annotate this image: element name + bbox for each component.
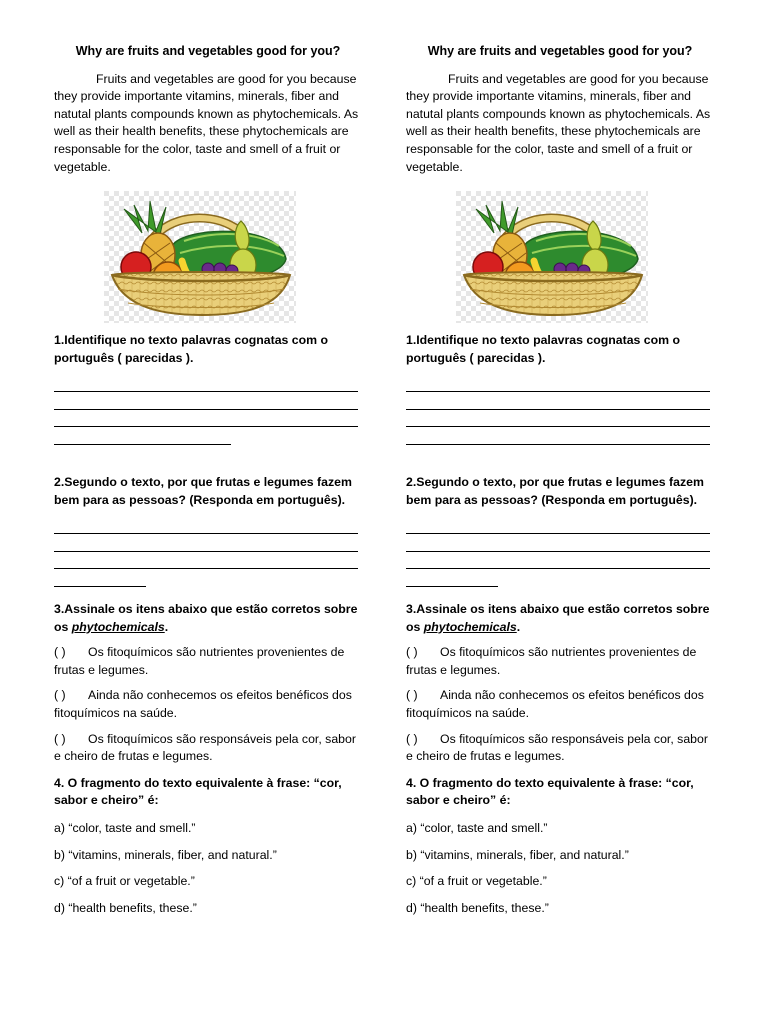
answer-line[interactable]	[406, 431, 714, 449]
checkbox[interactable]: ( )	[54, 645, 66, 660]
answer-line[interactable]	[406, 396, 714, 414]
checkbox-item-1[interactable]	[406, 644, 714, 679]
fruit-basket-image	[54, 182, 362, 326]
fruit-basket-image	[406, 182, 714, 326]
question-4: 4. O fragmento do texto equivalente à frase: “cor, sabor e cheiro” é:	[406, 775, 694, 808]
checkbox[interactable]: ( )	[54, 731, 66, 746]
option-b[interactable]: b) “vitamins, minerals, fiber, and natural.”	[406, 847, 629, 862]
question-3-suffix: .	[164, 619, 169, 634]
answer-line[interactable]	[54, 520, 362, 538]
question-4: 4. O fragmento do texto equivalente à frase: “cor, sabor e cheiro” é:	[54, 775, 342, 808]
answer-line[interactable]	[54, 396, 362, 414]
question-2: 2.Segundo o texto, por que frutas e legumes fazem bem para as pessoas? (Responda em português).	[406, 475, 704, 507]
answer-line[interactable]	[54, 378, 362, 396]
answer-lines-2[interactable]	[406, 520, 714, 591]
checkbox[interactable]: ( )	[406, 731, 418, 746]
checkbox-item-2[interactable]	[54, 687, 362, 722]
worksheet-left	[54, 43, 362, 917]
checkbox[interactable]: ( )	[406, 645, 418, 660]
question-1: 1.Identifique no texto palavras cognatas com o português ( parecidas ).	[406, 333, 681, 365]
checkbox-item-text: Os fitoquímicos são responsáveis pela cor, sabor e cheiro de frutas e legumes.	[54, 731, 356, 764]
answer-lines-2[interactable]	[54, 520, 362, 591]
answer-line[interactable]	[406, 378, 714, 396]
checkbox-item-text: Os fitoquímicos são responsáveis pela cor, sabor e cheiro de frutas e legumes.	[406, 731, 708, 764]
option-a[interactable]: a) “color, taste and smell.”	[406, 820, 548, 835]
answer-line[interactable]	[406, 414, 714, 432]
answer-lines-1[interactable]	[406, 378, 714, 449]
answer-line[interactable]	[54, 573, 362, 591]
worksheet-right	[406, 43, 714, 917]
intro-paragraph: Fruits and vegetables are good for you because they provide importante vitamins, minerals, fiber and natutal plants compounds known as phytochemicals. As well as their health benefits, these phytochemicals are responsable for the color, taste and smell of a fruit or vegetable.	[54, 71, 359, 174]
question-3-term: phytochemicals	[71, 619, 165, 634]
answer-line[interactable]	[54, 414, 362, 432]
checkbox[interactable]: ( )	[406, 688, 418, 703]
option-d[interactable]: d) “health benefits, these.”	[54, 900, 197, 915]
option-a[interactable]: a) “color, taste and smell.”	[54, 820, 196, 835]
option-c[interactable]: c) “of a fruit or vegetable.”	[54, 874, 195, 889]
fruit-basket-icon	[104, 191, 296, 323]
question-2: 2.Segundo o texto, por que frutas e legumes fazem bem para as pessoas? (Responda em português).	[54, 475, 352, 507]
checkbox-item-text: Os fitoquímicos são nutrientes provenientes de frutas e legumes.	[54, 645, 345, 677]
question-3	[406, 601, 714, 636]
option-b[interactable]: b) “vitamins, minerals, fiber, and natural.”	[54, 847, 277, 862]
checkbox-item-2[interactable]	[406, 687, 714, 722]
checkbox-item-text: Ainda não conhecemos os efeitos benéficos dos fitoquímicos na saúde.	[406, 688, 704, 720]
option-d[interactable]: d) “health benefits, these.”	[406, 900, 549, 915]
answer-line[interactable]	[406, 556, 714, 574]
checkbox-item-3[interactable]	[406, 731, 714, 766]
checkbox-item-text: Ainda não conhecemos os efeitos benéficos dos fitoquímicos na saúde.	[54, 688, 352, 720]
question-3-term: phytochemicals	[423, 619, 517, 634]
worksheet-title: Why are fruits and vegetables good for you?	[427, 44, 693, 58]
checkbox-item-text: Os fitoquímicos são nutrientes provenientes de frutas e legumes.	[406, 645, 697, 677]
answer-line[interactable]	[406, 538, 714, 556]
worksheet-title: Why are fruits and vegetables good for you?	[75, 44, 341, 58]
checkbox-item-3[interactable]	[54, 731, 362, 766]
answer-line[interactable]	[54, 556, 362, 574]
question-3-suffix: .	[516, 619, 521, 634]
question-3-text: 3.Assinale os itens abaixo que estão corretos sobre os	[54, 602, 358, 634]
answer-line[interactable]	[54, 431, 362, 449]
answer-line[interactable]	[406, 573, 714, 591]
answer-line[interactable]	[406, 520, 714, 538]
answer-line[interactable]	[54, 538, 362, 556]
option-c[interactable]: c) “of a fruit or vegetable.”	[406, 874, 547, 889]
question-3-text: 3.Assinale os itens abaixo que estão corretos sobre os	[406, 602, 710, 634]
question-3	[54, 601, 362, 636]
question-1: 1.Identifique no texto palavras cognatas com o português ( parecidas ).	[54, 333, 329, 365]
fruit-basket-icon	[456, 191, 648, 323]
intro-paragraph: Fruits and vegetables are good for you because they provide importante vitamins, minerals, fiber and natutal plants compounds known as phytochemicals. As well as their health benefits, these phytochemicals are responsable for the color, taste and smell of a fruit or vegetable.	[406, 71, 711, 174]
checkbox[interactable]: ( )	[54, 688, 66, 703]
answer-lines-1[interactable]	[54, 378, 362, 449]
checkbox-item-1[interactable]	[54, 644, 362, 679]
